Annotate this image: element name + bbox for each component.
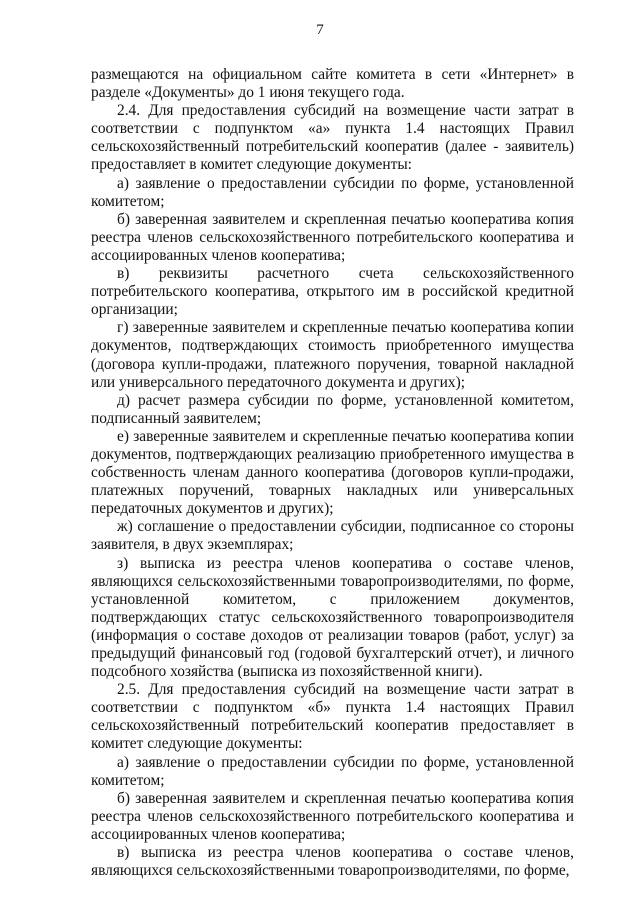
paragraph-2-4-d: д) расчет размера субсидии по форме, установленной комитетом, подписанный заявителем;: [91, 391, 574, 427]
document-body: [91, 66, 574, 880]
paragraph-2-4-zh: ж) соглашение о предоставлении субсидии, подписанное со стороны заявителя, в двух экземплярах;: [91, 518, 574, 554]
paragraph-2-4-a: а) заявление о предоставлении субсидии по форме, установленной комитетом;: [91, 174, 574, 210]
paragraph-2-5-b: б) заверенная заявителем и скрепленная печатью кооператива копия реестра членов сельскохозяйственного потребительского кооператива и ассоциированных членов кооператива;: [91, 789, 574, 843]
paragraph-2-4: 2.4. Для предоставления субсидий на возмещение части затрат в соответствии с подпунктом «а» пункта 1.4 настоящих Правил сельскохозяйственный потребительский кооператив (далее - заявитель) предоставляет в комитет следующие документы:: [91, 102, 574, 174]
paragraph-2-4-e: е) заверенные заявителем и скрепленные печатью кооператива копии документов, подтверждающих реализацию приобретенного имущества в собственность членам данного кооператива (договоров купли-продажи, платежных поручений, товарных накладных или универсальных передаточных документов и других);: [91, 427, 574, 518]
paragraph-2-5-v: в) выписка из реестра членов кооператива о составе членов, являющихся сельскохозяйственными товаропроизводителями, по форме,: [91, 844, 574, 880]
page-number: 7: [316, 22, 324, 38]
paragraph-2-4-b: б) заверенная заявителем и скрепленная печатью кооператива копия реестра членов сельскохозяйственного потребительского кооператива и ассоциированных членов кооператива;: [91, 210, 574, 264]
paragraph-2-4-g: г) заверенные заявителем и скрепленные печатью кооператива копии документов, подтверждающих стоимость приобретенного имущества (договора купли-продажи, платежного поручения, товарной накладной или универсального передаточного документа и других);: [91, 319, 574, 391]
paragraph-2-5-a: а) заявление о предоставлении субсидии по форме, установленной комитетом;: [91, 753, 574, 789]
paragraph-2-5: 2.5. Для предоставления субсидий на возмещение части затрат в соответствии с подпунктом «б» пункта 1.4 настоящих Правил сельскохозяйственный потребительский кооператив предоставляет в комитет следующие документы:: [91, 681, 574, 753]
paragraph-2-4-z: з) выписка из реестра членов кооператива о составе членов, являющихся сельскохозяйственными товаропроизводителями, по форме, установленной комитетом, с приложением документов, подтверждающих статус сельскохозяйственного товаропроизводителя (информация о составе доходов от реализации товаров (работ, услуг) за предыдущий финансовый год (годовой бухгалтерский отчет), и личного подсобного хозяйства (выписка из похозяйственной книги).: [91, 554, 574, 681]
paragraph-continuation: размещаются на официальном сайте комитета в сети «Интернет» в разделе «Документы» до 1 июня текущего года.: [91, 66, 574, 102]
paragraph-2-4-v: в) реквизиты расчетного счета сельскохозяйственного потребительского кооператива, открытого им в российской кредитной организации;: [91, 265, 574, 319]
